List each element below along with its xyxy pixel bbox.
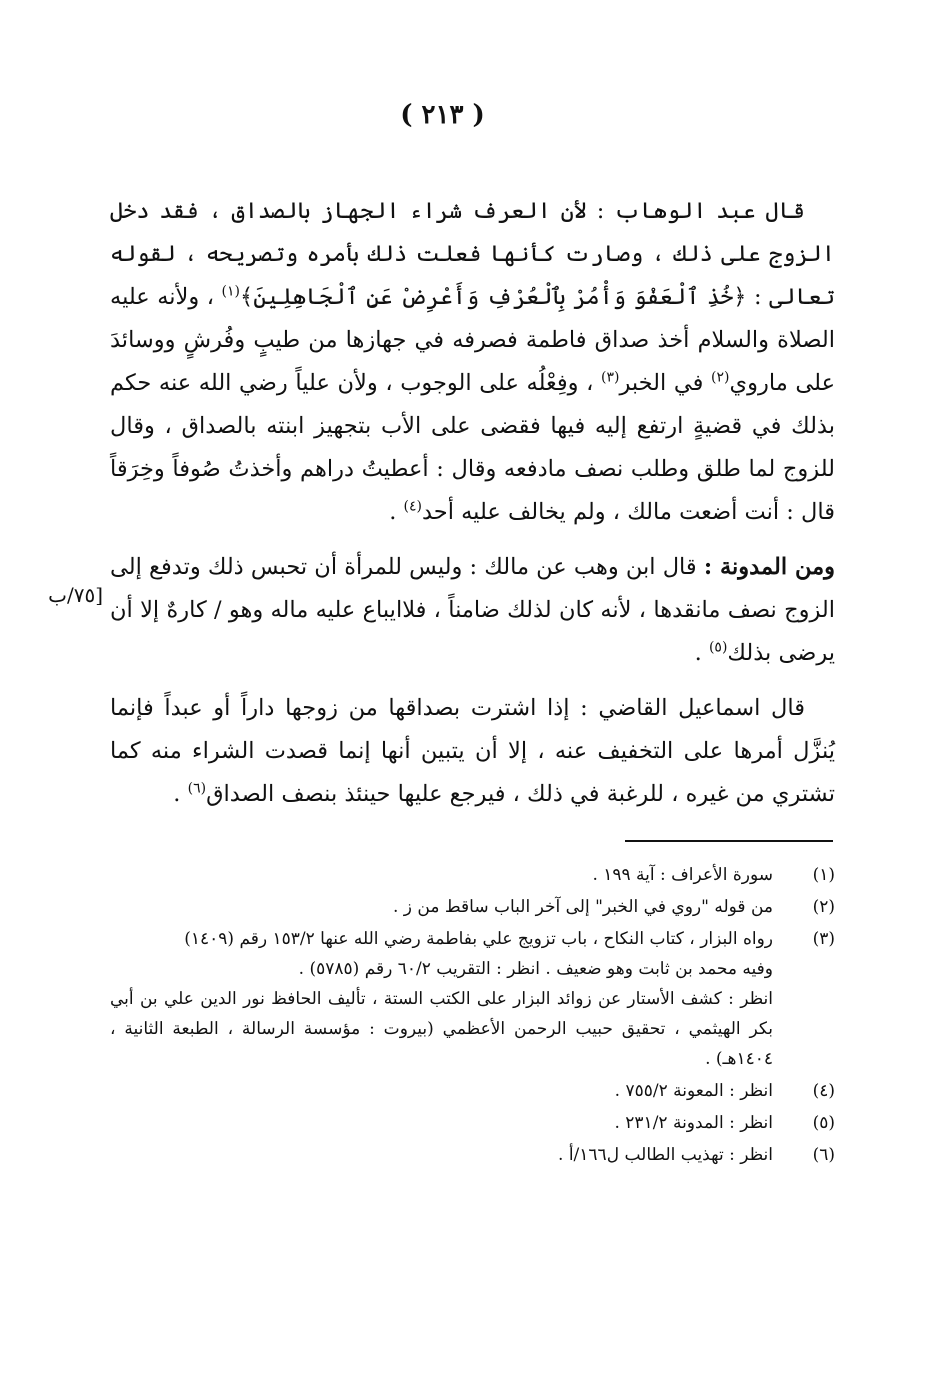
footnote-line: انظر : كشف الأستار عن زوائد البزار على الكتب الستة ، تأليف الحافظ نور الدين علي بن أبي بكر الهيثمي ، تحقيق حبيب الرحمن الأعظمي (بيروت : مؤسسة الرسالة ، الطبعة الثانية ، ١٤٠٤هـ) .: [110, 989, 773, 1069]
paragraph-1-text-4: ، وفِعْلُه على الوجوب ، ولأن علياً رضي الله عنه حكم بذلك في قضيةٍ ارتفع إليه فيها فقضى على الأب بتجهيز ابنته بالصداق ، وقال للزوج لما طلق وطلب نصف مادفعه وقال : أعطيتُ دراهم وأخذتُ صُوفاً وخِرَقاً قال : أنت أضعت مالك ، ولم يخالف عليه أحد: [110, 370, 835, 525]
paragraph-3: [110, 687, 835, 816]
footnote-3: [110, 924, 835, 1074]
footnote-text: [110, 1076, 773, 1106]
footnote-ref-3: (٣): [600, 369, 620, 386]
footnote-number: (٤): [812, 1081, 835, 1101]
footnote-text: [110, 1140, 773, 1170]
paragraph-2-heading: ومن المدونة :: [703, 554, 835, 580]
paragraph-1: [110, 190, 835, 534]
paragraph-2-text: قال ابن وهب عن مالك : وليس للمرأة أن تحبس ذلك وتدفع إلى الزوج نصف مانقدها ، لأنه كان لذلك ضامناً ، فلاايباع عليه ماله وهو / كارهٌ إلا أن يرضى بذلك: [110, 554, 835, 666]
paragraph-1-text-5: .: [389, 499, 404, 525]
footnote-2: [110, 892, 835, 922]
footnote-1: [110, 860, 835, 890]
footnote-ref-2: (٢): [711, 369, 730, 386]
footnote-5: [110, 1108, 835, 1138]
footnote-number: (٣): [812, 929, 835, 949]
footnote-number: (١): [812, 865, 835, 885]
footnote-divider: [625, 840, 833, 842]
footnote-line: انظر : المدونة ٢٣١/٢ .: [614, 1113, 773, 1133]
footnote-ref-6: (٦): [187, 780, 207, 797]
footnote-ref-4: (٤): [403, 498, 422, 515]
footnote-number: (٥): [812, 1113, 835, 1133]
paragraph-1-text-3: في الخبر: [619, 370, 712, 396]
main-text: [110, 190, 835, 828]
paragraph-1-text-2: ، ولأنه عليه الصلاة والسلام أخذ صداق فاطمة فصرفه في جهازها من طيبٍ وفُرشٍ ووسائدَ على ماروي: [110, 284, 835, 396]
footnote-text: [110, 924, 773, 1074]
footnote-line: انظر : المعونة ٧٥٥/٢ .: [614, 1081, 773, 1101]
footnote-6: [110, 1140, 835, 1170]
footnote-text: [110, 892, 773, 922]
footnote-4: [110, 1076, 835, 1106]
footnote-ref-1: (١): [221, 283, 241, 300]
footnote-line: رواه البزار ، كتاب النكاح ، باب تزويج علي بفاطمة رضي الله عنها ١٥٣/٢ رقم (١٤٠٩): [184, 929, 773, 949]
paragraph-2: [110, 546, 835, 675]
footnotes: [110, 860, 835, 1172]
paragraph-2-tail: .: [694, 640, 709, 666]
footnote-number: (٢): [812, 897, 835, 917]
footnote-line: انظر : تهذيب الطالب ل١٦٦/أ .: [558, 1145, 773, 1165]
footnote-line: وفيه محمد بن ثابت وهو ضعيف . انظر : التقريب ٦٠/٢ رقم (٥٧٨٥) .: [298, 959, 773, 979]
page-number: ( ٢١٣ ): [400, 100, 485, 130]
footnote-line: من قوله "روي في الخبر" إلى آخر الباب ساقط من ز .: [393, 897, 773, 917]
margin-folio-note: [٧٥/ب: [48, 583, 103, 607]
paragraph-3-text: قال اسماعيل القاضي : إذا اشترت بصداقها من زوجها داراً أو عبداً فإنما يُنزَّل أمرها على التخفيف عنه ، إلا أن يتبين أنها إنما قصدت الشراء منه كما تشتري من غيره ، للرغبة في ذلك ، فيرجع عليها حينئذ بنصف الصداق: [110, 695, 835, 807]
footnote-line: سورة الأعراف : آية ١٩٩ .: [592, 865, 773, 885]
footnote-number: (٦): [812, 1145, 835, 1165]
paragraph-1-text: قال عبد الوهاب : لأن العرف شراء الجهاز بالصداق ، فقد دخل الزوج على ذلك ، وصارت كأنها فعلت ذلك بأمره وتصريحه ، لقوله تعالى : ﴿خُذِ ٱلْعَفْوَ وَأْمُرْ بِٱلْعُرْفِ وَأَعْرِضْ عَنِ ٱلْجَاهِلِينَ﴾: [110, 198, 835, 310]
footnote-text: [110, 1108, 773, 1138]
paragraph-3-tail: .: [173, 781, 188, 807]
footnote-text: [110, 860, 773, 890]
footnote-ref-5: (٥): [708, 639, 728, 656]
